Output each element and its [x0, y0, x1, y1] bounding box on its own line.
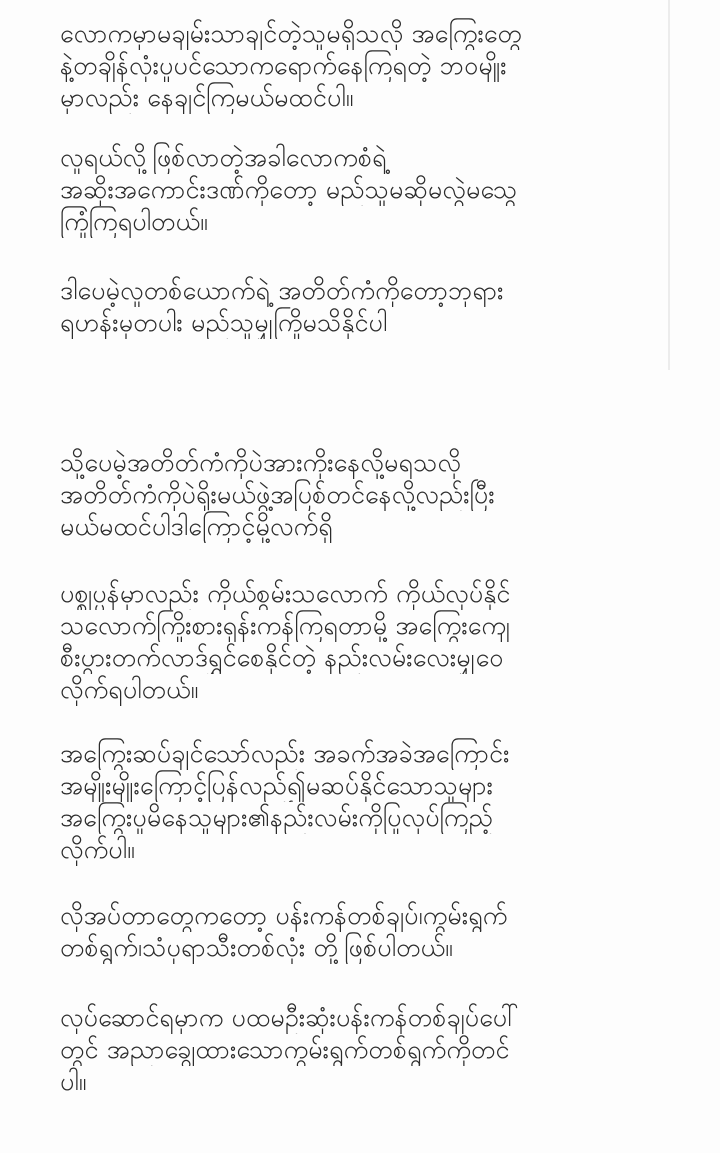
- text-line: အကြွေးဆပ်ချင်သော်လည်း အခက်အခဲအကြောင်း: [60, 739, 510, 768]
- text-line: လောကမှာမချမ်းသာချင်တဲ့သူမရှိသလို အကြွေးတွေ: [60, 19, 523, 48]
- text-line: အမျိုးမျိုးကြောင့်ပြန်လည်၍မဆပ်နိုင်သောသူများ: [60, 771, 494, 800]
- text-line: တစ်ရွက်၊သံပုရာသီးတစ်လုံး တို့ဖြစ်ပါတယ်။: [60, 933, 453, 962]
- paragraph-2: [60, 142, 660, 238]
- text-line: စီးပွားတက်လာဒ်ရွှင်စေနိုင်တဲ့ နည်းလမ်းလေးမျှဝေ: [60, 643, 504, 672]
- text-line: လိုက်ရပါတယ်။: [60, 675, 199, 704]
- text-line: ဒါပေမဲ့လူတစ်ယောက်ရဲ့ အတိတ်ကံကိုတော့ဘုရား: [60, 276, 504, 305]
- text-line: လုပ်ဆောင်ရမှာက ပထမဦးဆုံးပန်းကန်တစ်ချပ်ပေါ်: [60, 1003, 519, 1032]
- text-line: လိုက်ပါ။: [60, 835, 135, 864]
- text-line: လိုအပ်တာတွေကတော့ ပန်းကန်တစ်ချပ်၊ကွမ်းရွက်: [60, 901, 508, 930]
- text-line: ပါ။: [60, 1067, 87, 1096]
- text-line: ကြုံကြရပါတယ်။: [60, 207, 208, 236]
- text-line: သို့ပေမဲ့အတိတ်ကံကိုပဲအားကိုးနေလို့မရသလို: [60, 448, 462, 477]
- text-line: လူရယ်လို့ဖြစ်လာတဲ့အခါလောကစံရဲ့: [60, 143, 387, 172]
- paragraph-6: [60, 738, 660, 866]
- text-line: နဲ့တချိန်လုံးပူပင်သောကရောက်နေကြရတဲ့ ဘဝမျိုး: [60, 51, 507, 80]
- paragraph-8: [60, 1002, 660, 1098]
- paragraph-3: [60, 275, 660, 339]
- text-line: တွင် အညာချွေထားသောကွမ်းရွက်တစ်ရွက်ကိုတင်: [60, 1035, 510, 1064]
- text-line: မယ်မထင်ပါဒါကြောင့်မို့လက်ရှိ: [60, 512, 333, 541]
- paragraph-7: [60, 900, 660, 964]
- paragraph-5: [60, 578, 660, 706]
- paragraph-4: [60, 447, 660, 543]
- text-line: အတိတ်ကံကိုပဲရိုးမယ်ဖွဲ့အပြစ်တင်နေလို့လည်းပြီး: [60, 480, 495, 509]
- text-line: မှာလည်း နေချင်ကြမယ်မထင်ပါ။: [60, 83, 354, 112]
- page-edge-divider: [668, 0, 670, 370]
- text-line: ရဟန်းမှတပါး မည်သူမျှကြိုမသိနိုင်ပါ: [60, 308, 388, 337]
- text-line: ပစ္စုပ္ပန်မှာလည်း ကိုယ်စွမ်းသလောက် ကိုယ်လုပ်နိုင်: [60, 579, 511, 608]
- text-line: သလောက်ကြိုးစားရှန်းကန်ကြရတာမို့ အကြွေးကျေ: [60, 611, 510, 640]
- text-line: အကြွေးပူမိနေသူများ၏နည်းလမ်းကိုပြုလုပ်ကြည့်: [60, 803, 493, 832]
- text-line: အဆိုးအကောင်းဒဏ်ကိုတော့ မည်သူမဆိုမလွဲမသွေ: [60, 175, 518, 204]
- paragraph-1: [60, 18, 660, 114]
